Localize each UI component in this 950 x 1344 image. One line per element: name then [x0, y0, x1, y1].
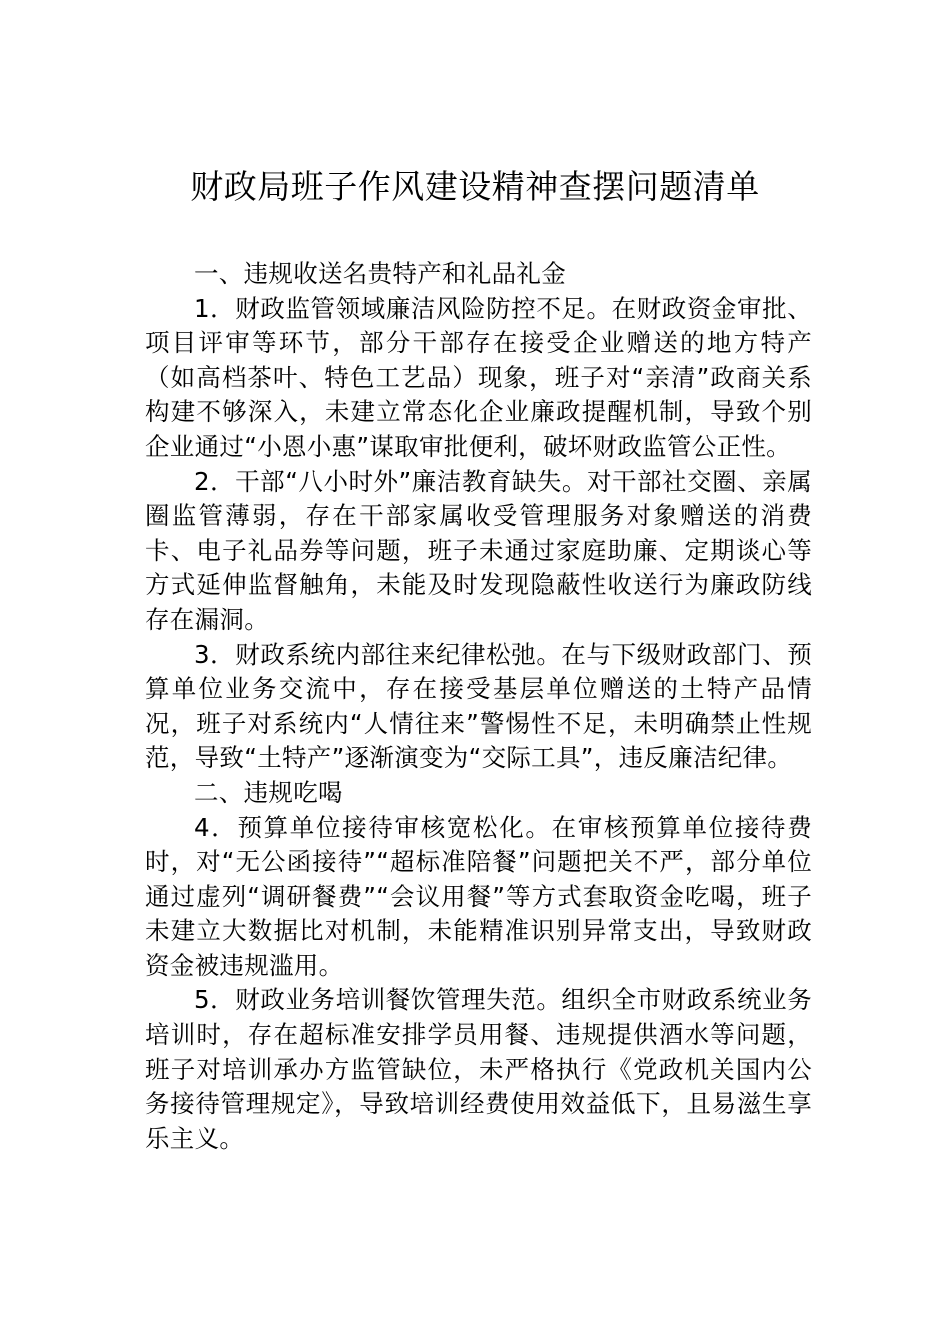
section-heading-1: 一、违规收送名贵特产和礼品礼金: [194, 259, 566, 288]
list-item-2: 2．干部“八小时外”廉洁教育缺失。对干部社交圈、亲属圈监管薄弱，存在干部家属收受管理服务对象赠送的消费卡、电子礼品券等问题，班子未通过家庭助廉、定期谈心等方式延伸监督触角，未能及时发现隐蔽性收送行为廉政防线存在漏洞。: [145, 466, 812, 634]
list-item-5: 5．财政业务培训餐饮管理失范。组织全市财政系统业务培训时，存在超标准安排学员用餐、违规提供酒水等问题，班子对培训承办方监管缺位，未严格执行《党政机关国内公务接待管理规定》，导致培训经费使用效益低下，且易滋生享乐主义。: [145, 985, 812, 1153]
document-title: 财政局班子作风建设精神查摆问题清单: [190, 167, 760, 206]
list-item-1: 1．财政监管领域廉洁风险防控不足。在财政资金审批、项目评审等环节，部分干部存在接受企业赠送的地方特产（如高档茶叶、特色工艺品）现象，班子对“亲清”政商关系构建不够深入，未建立常态化企业廉政提醒机制，导致个别企业通过“小恩小惠”谋取审批便利，破坏财政监管公正性。: [145, 293, 812, 461]
section-heading-2: 二、违规吃喝: [194, 777, 343, 807]
document-body: [145, 257, 812, 1156]
list-item-3: 3．财政系统内部往来纪律松弛。在与下级财政部门、预算单位业务交流中，存在接受基层单位赠送的土特产品情况，班子对系统内“人情往来”警惕性不足，未明确禁止性规范，导致“土特产”逐渐演变为“交际工具”，违反廉洁纪律。: [145, 639, 812, 773]
list-item-4: 4．预算单位接待审核宽松化。在审核预算单位接待费时，对“无公函接待”“超标准陪餐”问题把关不严，部分单位通过虚列“调研餐费”“会议用餐”等方式套取资金吃喝，班子未建立大数据比对机制，未能精准识别异常支出，导致财政资金被违规滥用。: [145, 812, 812, 980]
